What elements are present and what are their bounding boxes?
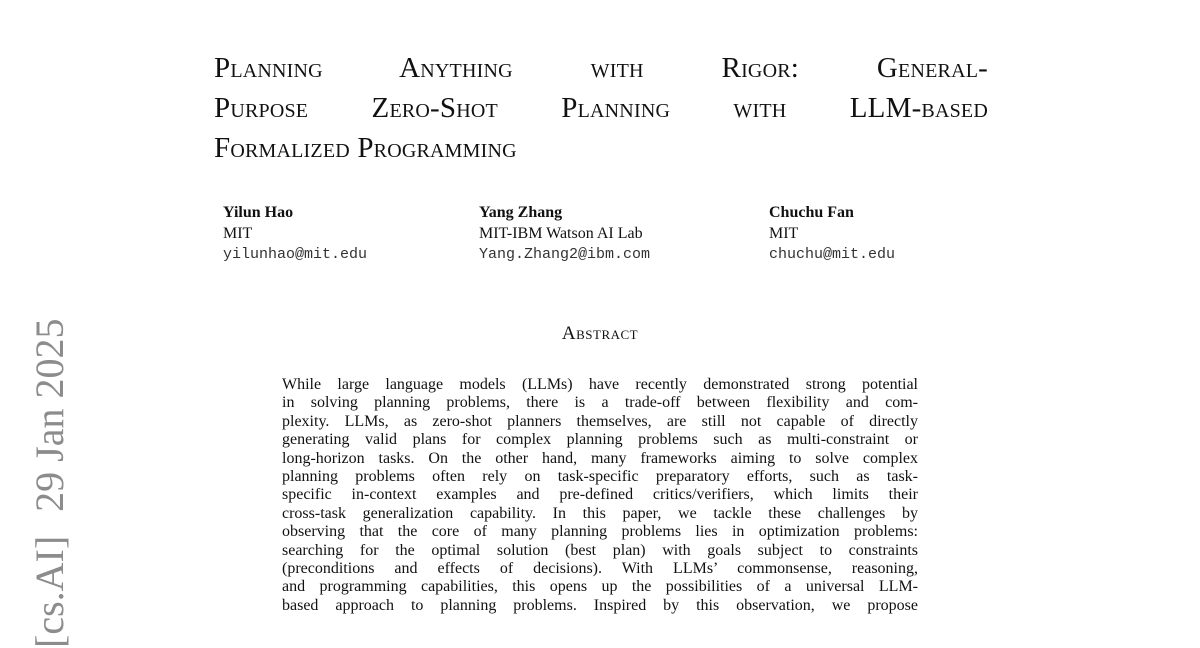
title-line-2: Purpose Zero-Shot Planning with LLM-based [214, 92, 988, 124]
abstract-line: cross-task generalization capability. In this paper, we tackle these challenges by [282, 504, 918, 522]
abstract-line: While large language models (LLMs) have recently demonstrated strong potential [282, 376, 918, 393]
arxiv-date: 29 Jan 2025 [27, 318, 72, 512]
abstract-line: (preconditions and effects of decisions). With LLMs’ commonsense, reasoning, [282, 560, 918, 578]
author-name: Chuchu Fan [769, 204, 854, 221]
author-affiliation: MIT [769, 225, 799, 242]
abstract-line: in solving planning problems, there is a trade-off between flexibility and com- [282, 394, 918, 412]
abstract-line: specific in-context examples and pre-defined critics/verifiers, which limits their [282, 486, 918, 504]
abstract-line: generating valid plans for complex planning problems such as multi-constraint or [282, 431, 918, 449]
abstract-line: and programming capabilities, this opens up the possibilities of a universal LLM- [282, 578, 918, 596]
author-name: Yang Zhang [479, 204, 563, 221]
author-name: Yilun Hao [223, 204, 294, 221]
author-3 [769, 202, 895, 265]
author-affiliation: MIT [223, 225, 253, 242]
author-email: chuchu@mit.edu [769, 246, 896, 263]
arxiv-side-stamp [27, 319, 73, 648]
author-affiliation: MIT-IBM Watson AI Lab [479, 225, 643, 242]
title-line-1: Planning Anything with Rigor: General- [214, 52, 988, 84]
title-line-3: Formalized Programming [214, 132, 517, 164]
abstract-line: planning problems often rely on task-specific preparatory efforts, such as task- [282, 468, 918, 486]
author-email: Yang.Zhang2@ibm.com [479, 246, 651, 263]
abstract-body [282, 376, 918, 615]
author-1 [223, 202, 367, 265]
abstract-heading: Abstract [561, 323, 639, 344]
abstract-line: plexity. LLMs, as zero-shot planners themselves, are still not capable of directly [282, 412, 918, 430]
author-email: yilunhao@mit.edu [223, 246, 368, 263]
abstract-line: searching for the optimal solution (best plan) with goals subject to constraints [282, 541, 918, 559]
abstract-line: long-horizon tasks. On the other hand, many frameworks aiming to solve complex [282, 449, 918, 467]
arxiv-category: [cs.AI] [27, 535, 72, 648]
paper-title [214, 48, 988, 168]
abstract-line: based approach to planning problems. Inspired by this observation, we propose [282, 596, 918, 614]
abstract-line: observing that the core of many planning problems lies in optimization problems: [282, 523, 918, 541]
author-2 [479, 202, 650, 265]
